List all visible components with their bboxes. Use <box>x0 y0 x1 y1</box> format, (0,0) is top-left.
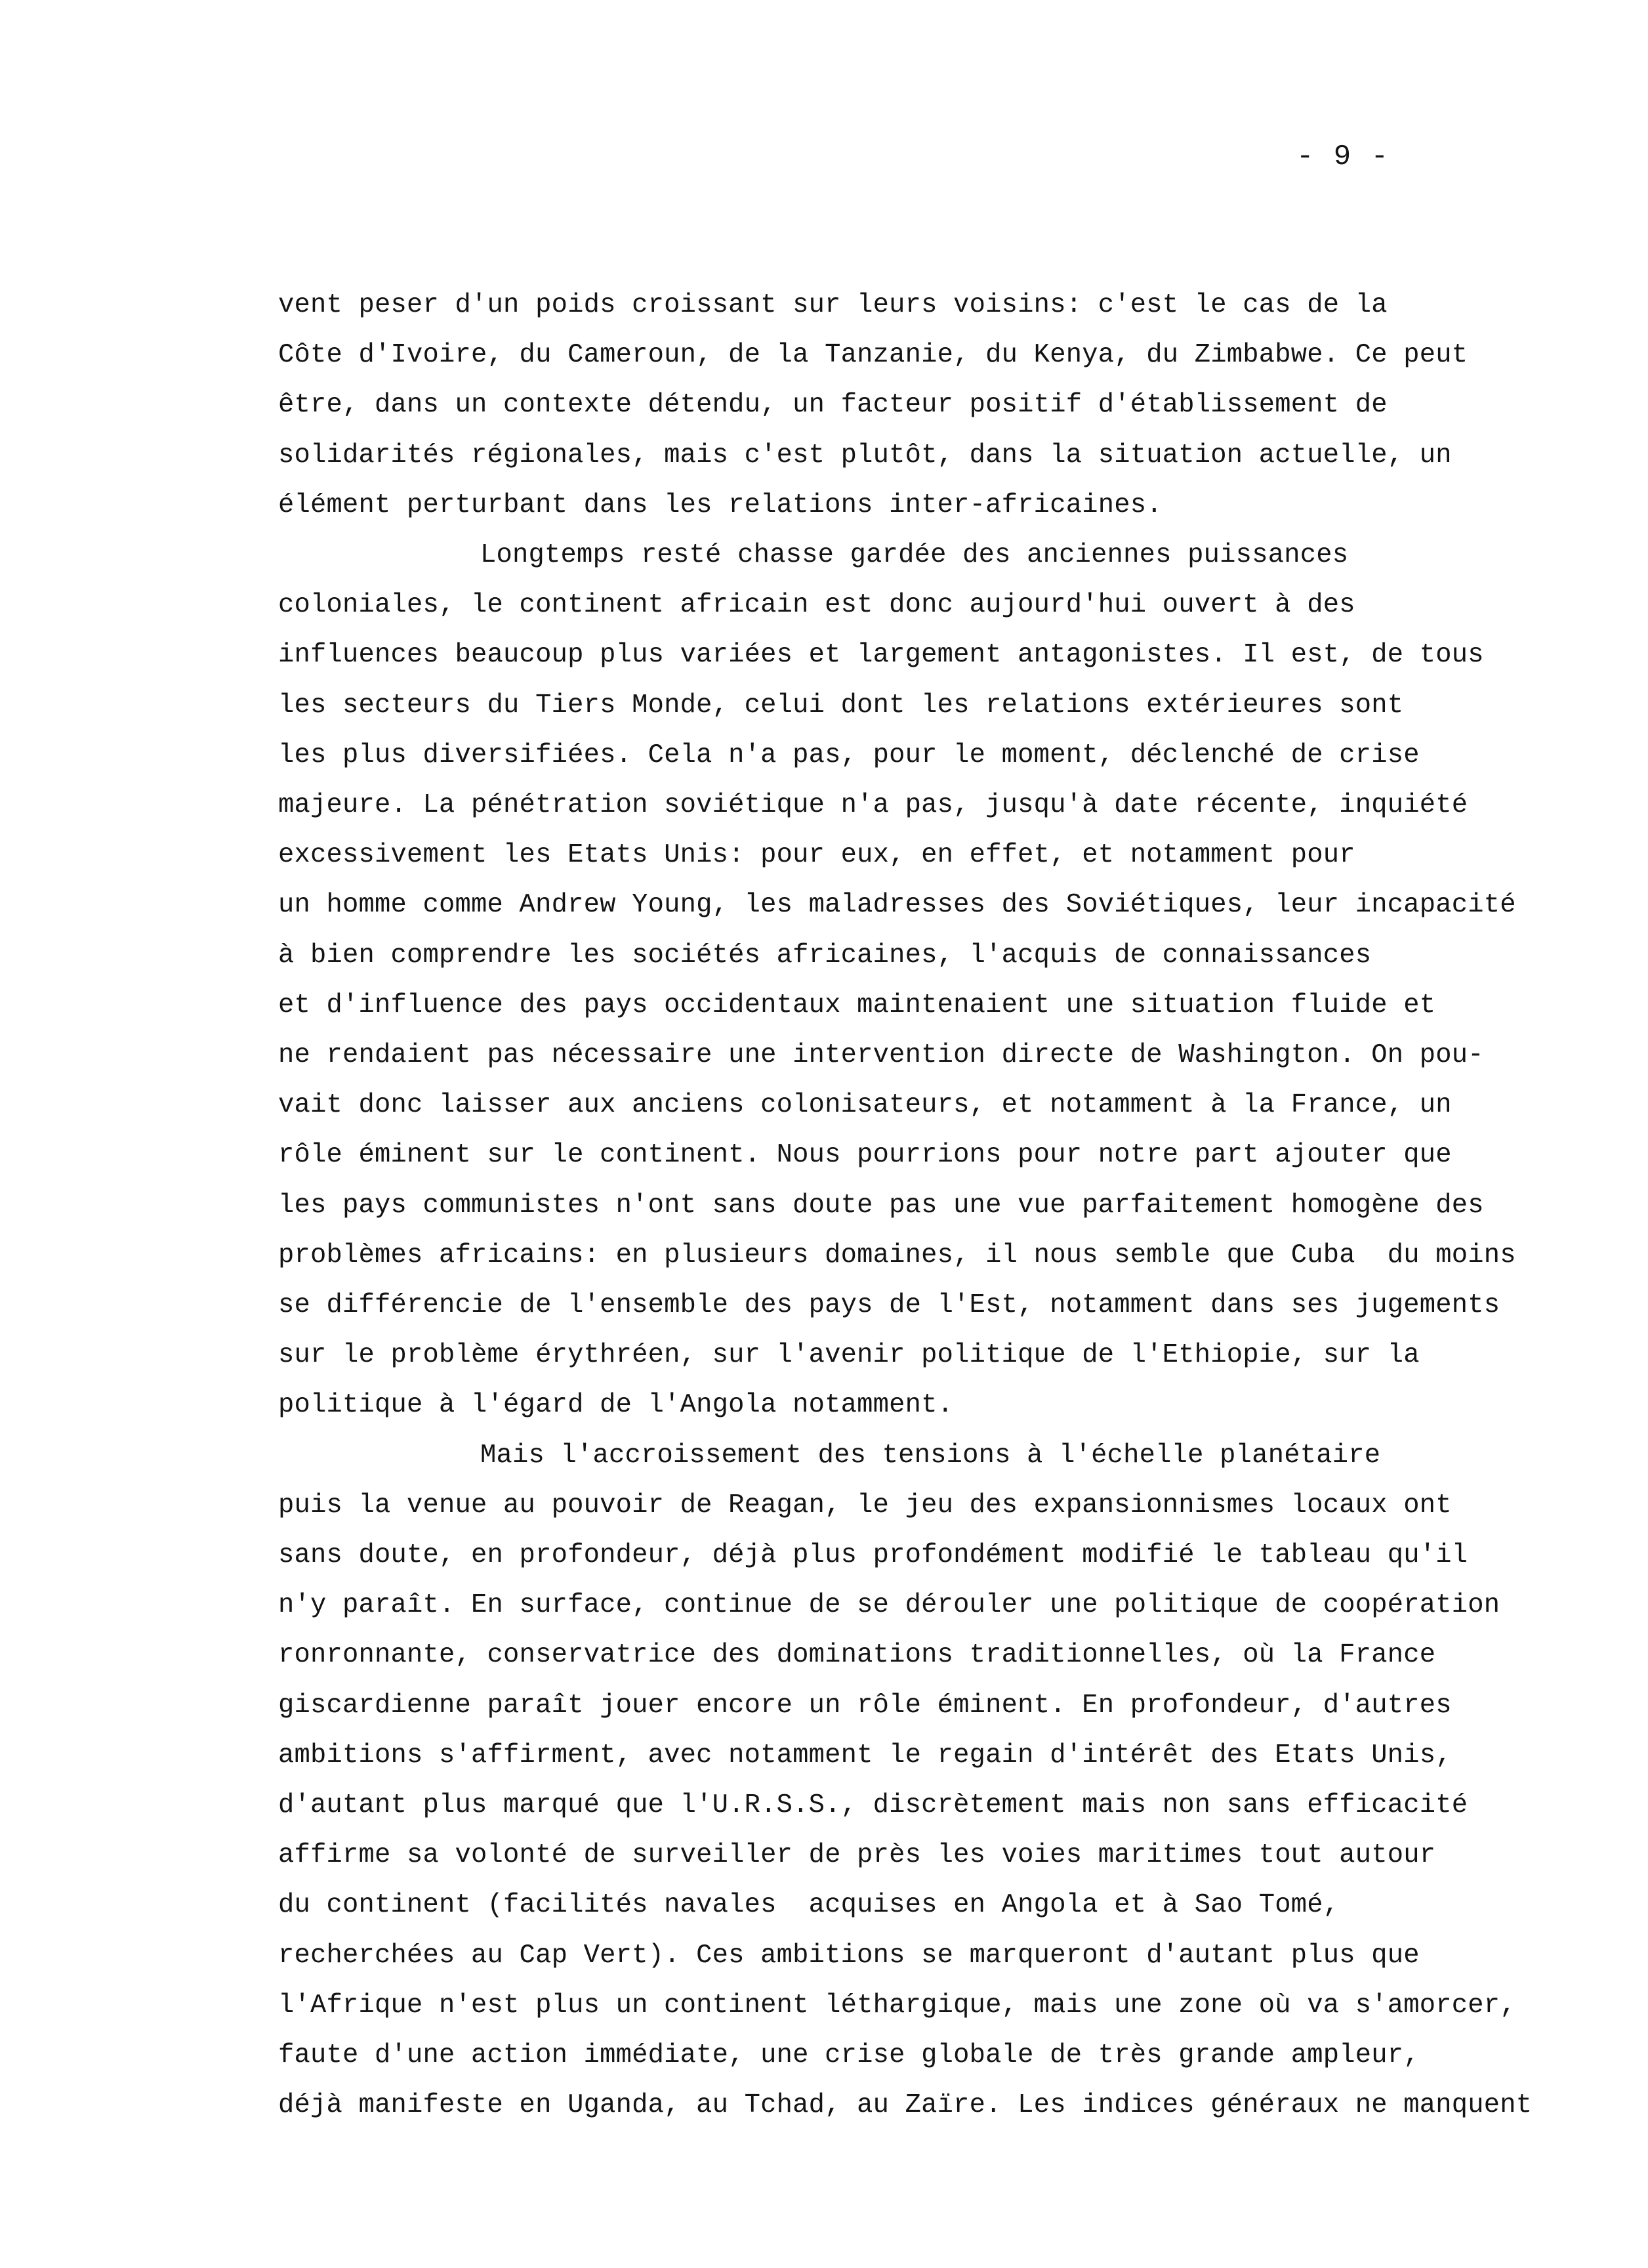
text-line: recherchées au Cap Vert). Ces ambitions se marqueront d'autant plus que <box>278 1940 1420 1971</box>
text-line: influences beaucoup plus variées et largement antagonistes. Il est, de tous <box>278 640 1484 671</box>
text-line: politique à l'égard de l'Angola notamment. <box>278 1390 954 1421</box>
text-line: majeure. La pénétration soviétique n'a pas, jusqu'à date récente, inquiété <box>278 790 1468 820</box>
page-number: - 9 - <box>1296 140 1390 173</box>
text-line: vent peser d'un poids croissant sur leurs voisins: c'est le cas de la <box>278 290 1388 320</box>
text-line: déjà manifeste en Uganda, au Tchad, au Zaïre. Les indices généraux ne manquent <box>278 2090 1533 2121</box>
text-line: vait donc laisser aux anciens colonisateurs, et notamment à la France, un <box>278 1090 1452 1121</box>
text-line: Longtemps resté chasse gardée des anciennes puissances <box>480 540 1349 570</box>
text-line: coloniales, le continent africain est donc aujourd'hui ouvert à des <box>278 590 1355 621</box>
text-line: les plus diversifiées. Cela n'a pas, pour le moment, déclenché de crise <box>278 740 1420 770</box>
text-line: n'y paraît. En surface, continue de se dérouler une politique de coopération <box>278 1590 1500 1621</box>
text-line: faute d'une action immédiate, une crise globale de très grande ampleur, <box>278 2040 1420 2070</box>
text-line: ronronnante, conservatrice des dominations traditionnelles, où la France <box>278 1640 1436 1671</box>
text-line: ne rendaient pas nécessaire une intervention directe de Washington. On pou- <box>278 1040 1484 1070</box>
text-line: Côte d'Ivoire, du Cameroun, de la Tanzanie, du Kenya, du Zimbabwe. Ce peut <box>278 340 1468 371</box>
text-line: solidarités régionales, mais c'est plutôt, dans la situation actuelle, un <box>278 440 1452 471</box>
text-line: à bien comprendre les sociétés africaines, l'acquis de connaissances <box>278 940 1372 971</box>
text-line: excessivement les Etats Unis: pour eux, en effet, et notamment pour <box>278 840 1355 871</box>
text-line: se différencie de l'ensemble des pays de l'Est, notamment dans ses jugements <box>278 1290 1500 1320</box>
text-line: l'Afrique n'est plus un continent léthargique, mais une zone où va s'amorcer, <box>278 1990 1516 2021</box>
text-line: Mais l'accroissement des tensions à l'échelle planétaire <box>480 1440 1381 1471</box>
text-line: être, dans un contexte détendu, un facteur positif d'établissement de <box>278 390 1388 421</box>
text-line: les pays communistes n'ont sans doute pas une vue parfaitement homogène des <box>278 1190 1484 1221</box>
text-line: élément perturbant dans les relations inter-africaines. <box>278 490 1163 520</box>
text-line: un homme comme Andrew Young, les maladresses des Soviétiques, leur incapacité <box>278 890 1516 921</box>
text-line: problèmes africains: en plusieurs domaines, il nous semble que Cuba du moins <box>278 1240 1516 1270</box>
text-line: sur le problème érythréen, sur l'avenir politique de l'Ethiopie, sur la <box>278 1340 1420 1371</box>
text-line: rôle éminent sur le continent. Nous pourrions pour notre part ajouter que <box>278 1140 1452 1171</box>
text-line: ambitions s'affirment, avec notamment le regain d'intérêt des Etats Unis, <box>278 1740 1452 1771</box>
text-line: les secteurs du Tiers Monde, celui dont les relations extérieures sont <box>278 690 1404 721</box>
text-line: affirme sa volonté de surveiller de près les voies maritimes tout autour <box>278 1840 1436 1871</box>
text-line: sans doute, en profondeur, déjà plus profondément modifié le tableau qu'il <box>278 1540 1468 1570</box>
text-line: du continent (facilités navales acquises en Angola et à Sao Tomé, <box>278 1890 1340 1921</box>
text-line: giscardienne paraît jouer encore un rôle éminent. En profondeur, d'autres <box>278 1690 1452 1721</box>
text-line: et d'influence des pays occidentaux maintenaient une situation fluide et <box>278 990 1436 1020</box>
text-line: d'autant plus marqué que l'U.R.S.S., discrètement mais non sans efficacité <box>278 1790 1468 1820</box>
text-line: puis la venue au pouvoir de Reagan, le jeu des expansionnismes locaux ont <box>278 1490 1452 1521</box>
